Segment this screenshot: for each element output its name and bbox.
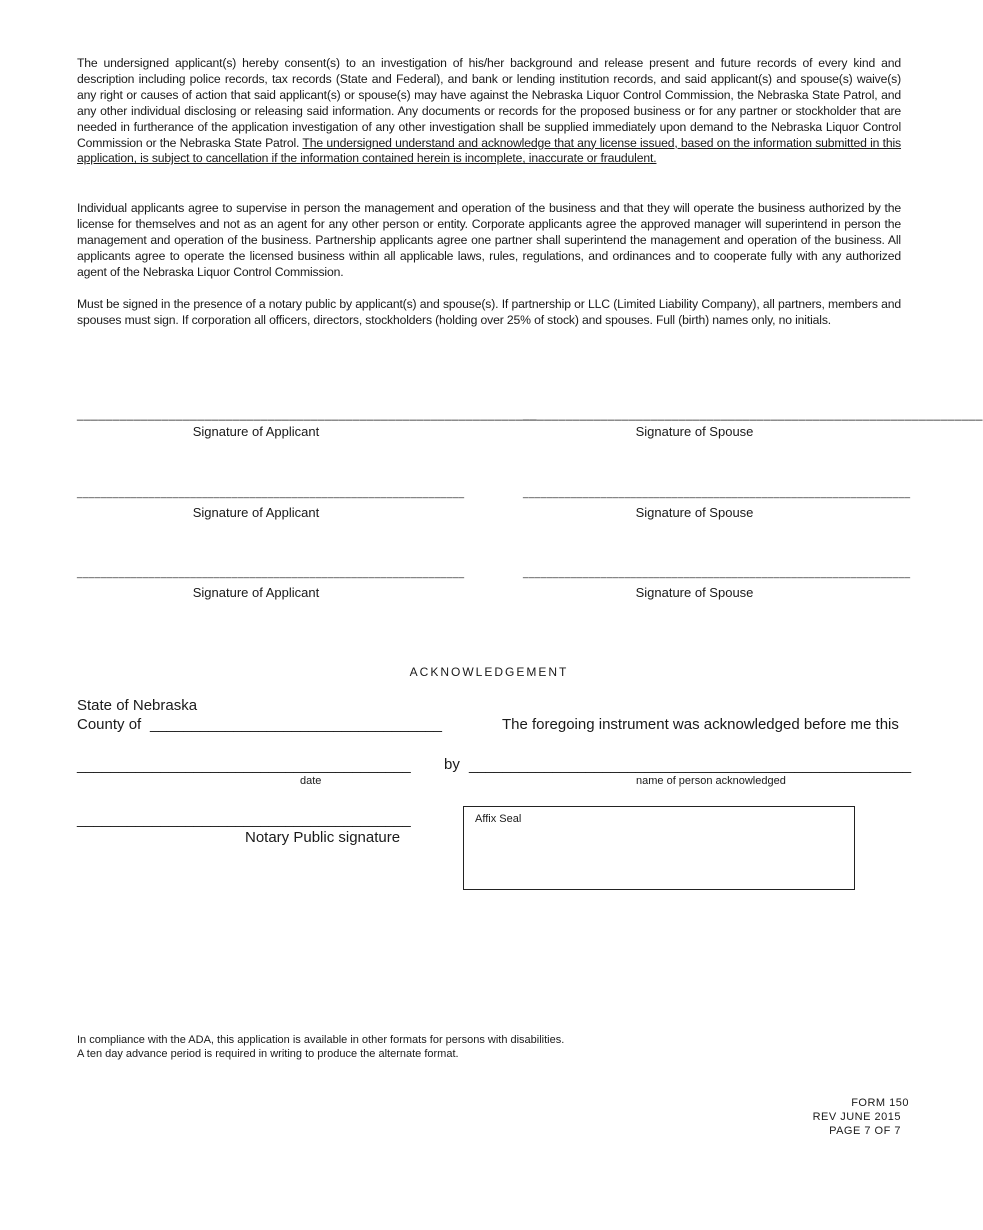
consent-paragraph [77,56,901,167]
form-info [813,1096,909,1138]
form-number: FORM 150 [851,1097,909,1109]
acknowledgement-heading: ACKNOWLEDGEMENT [409,665,569,679]
affix-seal-box [463,806,855,890]
applicant-signature-label-3: Signature of Applicant [192,585,320,600]
name-acknowledged-input-line[interactable]: _____________________________________________________ [469,757,912,774]
affix-seal-label: Affix Seal [475,813,522,825]
name-acknowledged-caption: name of person acknowledged [636,775,786,787]
applicant-signature-line-3[interactable]: _________________________________________________________________ [77,568,465,579]
county-input-line[interactable]: ___________________________________ [150,716,442,733]
date-input-line[interactable]: ________________________________________ [77,757,411,774]
consent-text: The undersigned applicant(s) hereby consent(s) to an investigation of his/her background and release present and future records of every kind and description including police records, tax records (State and Federal), and bank or lending institution records, and said applicant(s) and spouse(s) waive(s) any right or causes of action that said applicant(s) or spouse(s) may have against the Nebraska Liquor Control Commission, the Nebraska State Patrol, and any other individual disclosing or releasing said information. Any documents or records for the proposed business or for any partner or stockholder that are needed in furtherance of the application investigation of any other investigation shall be supplied immediately upon demand to the Nebraska Liquor Control Commission or the Nebraska State Patrol. [77,56,901,150]
notary-signature-line[interactable]: ________________________________________ [77,811,411,828]
notary-requirement-paragraph: Must be signed in the presence of a notary public by applicant(s) and spouse(s). If partnership or LLC (Limited Liability Company), all partners, members and spouses must sign. If corporation all officers, directors, stockholders (holding over 25% of stock) and spouses. Full (birth) names only, no initials. [77,297,901,327]
applicant-signature-line-1[interactable]: _________________________________________________________________ [77,407,537,421]
date-caption: date [300,775,322,787]
spouse-signature-label-1: Signature of Spouse [635,424,754,439]
form-revision: REV JUNE 2015 [812,1111,901,1123]
applicant-signature-label-2: Signature of Applicant [192,505,320,520]
spouse-signature-label-3: Signature of Spouse [635,585,754,600]
consent-underlined-text: The undersigned understand and acknowledge that any license issued, based on the information submitted in this application, is subject to cancellation if the information contained herein is incomplete, inaccurate or fraudulent. [77,135,902,166]
supervise-paragraph: Individual applicants agree to supervise in person the management and operation of the business and that they will operate the business authorized by the license for themselves and not as an agent for any other person or entity. Corporate applicants agree the approved manager will superintend in person the management and operation of the business. Partnership applicants agree one partner shall superintend the management and operation of the business. All applicants agree to operate the licensed business within all applicable laws, rules, regulations, and ordinances and to cooperate fully with any authorized agent of the Nebraska Liquor Control Commission. [77,201,901,279]
ada-notice-line-1: In compliance with the ADA, this application is available in other formats for persons with disabilities. [77,1034,565,1046]
notary-signature-label: Notary Public signature [245,829,401,846]
spouse-signature-line-3[interactable]: _________________________________________________________________ [523,568,911,579]
spouse-signature-label-2: Signature of Spouse [635,505,754,520]
applicant-signature-line-2[interactable]: _________________________________________________________________ [77,488,465,499]
page-number: PAGE 7 OF 7 [829,1125,901,1137]
county-label: County of [77,716,142,733]
ada-notice-line-2: A ten day advance period is required in writing to produce the alternate format. [77,1048,459,1060]
spouse-signature-line-1[interactable]: _________________________________________________________________ [523,407,983,421]
state-label: State of Nebraska [77,697,198,714]
foregoing-instrument-text: The foregoing instrument was acknowledged before me this [502,716,899,733]
applicant-signature-label-1: Signature of Applicant [192,424,320,439]
spouse-signature-line-2[interactable]: _________________________________________________________________ [523,488,911,499]
by-label: by [444,756,460,773]
